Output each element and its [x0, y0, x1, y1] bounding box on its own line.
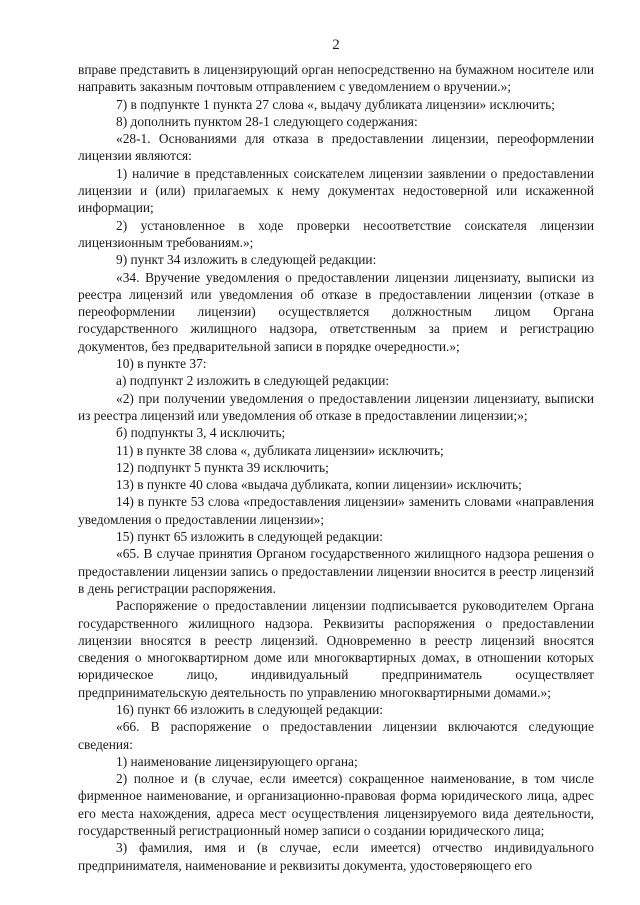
paragraph: «65. В случае принятия Органом государственного жилищного надзора решения о предоставлении лицензии запись о предоставлении лицензии вносится в реестр лицензий в день регистрации распоряжения. — [78, 546, 594, 596]
paragraph: «28-1. Основаниями для отказа в предоставлении лицензии, переоформлении лицензии являются: — [78, 131, 594, 164]
page-number: 2 — [332, 37, 340, 53]
paragraph: «2) при получении уведомления о предоставлении лицензии лицензиату, выписки из реестра лицензий или уведомления об отказе в предоставлении лицензии;»; — [78, 390, 594, 423]
paragraph: 7) в подпункте 1 пункта 27 слова «, выдачу дубликата лицензии» исключить; — [116, 96, 555, 112]
paragraph: 16) пункт 66 изложить в следующей редакции: — [116, 701, 384, 717]
paragraph: 1) наименование лицензирующего органа; — [116, 753, 358, 769]
paragraph: 1) наличие в представленных соискателем лицензии заявлении о предоставлении лицензии и (или) прилагаемых к нему документах недостоверной или искаженной информации; — [78, 165, 594, 216]
paragraph: вправе представить в лицензирующий орган непосредственно на бумажном носителе или направить заказным почтовым отправлением с уведомлением о вручении.»; — [78, 62, 594, 95]
paragraph: 14) в пункте 53 слова «предоставления лицензии» заменить словами «направления уведомления о предоставлении лицензии»; — [78, 494, 594, 527]
paragraph: 11) в пункте 38 слова «, дубликата лицензии» исключить; — [116, 442, 444, 458]
paragraph: «34. Вручение уведомления о предоставлении лицензии лицензиату, выписки из реестра лицензий или уведомления об отказе в предоставлении лицензии (отказе в переоформлении лицензии) осуществляется должностным лицом Органа государственного жилищного надзора, ответственным за прием и регистрацию документов, без предварительной записи в порядке очередности.»; — [78, 269, 594, 354]
paragraph: 3) фамилия, имя и (в случае, если имеется) отчество индивидуального предпринимателя, наименование и реквизиты документа, удостоверяющего его — [78, 840, 594, 873]
paragraph: 2) полное и (в случае, если имеется) сокращенное наименование, в том числе фирменное наименование, и организационно-правовая форма юридического лица, адрес его места нахождения, адреса мест осуществления лицензируемого вида деятельности, государственный регистрационный номер записи о создании юридического лица; — [78, 771, 594, 839]
paragraph: «66. В распоряжение о предоставлении лицензии включаются следующие сведения: — [78, 719, 594, 752]
paragraph: 8) дополнить пунктом 28-1 следующего содержания: — [116, 113, 418, 129]
document-body — [78, 61, 594, 874]
paragraph: а) подпункт 2 изложить в следующей редакции: — [116, 373, 390, 389]
paragraph: 9) пункт 34 изложить в следующей редакции: — [116, 252, 377, 268]
paragraph: 10) в пункте 37: — [116, 356, 207, 372]
document-page — [78, 36, 594, 874]
paragraph: 15) пункт 65 изложить в следующей редакции: — [116, 529, 384, 545]
paragraph: 12) подпункт 5 пункта 39 исключить; — [116, 459, 329, 475]
paragraph: 2) установленное в ходе проверки несоответствие соискателя лицензии лицензионным требованиям.»; — [78, 217, 594, 250]
paragraph: Распоряжение о предоставлении лицензии подписывается руководителем Органа государственного жилищного надзора. Реквизиты распоряжения о предоставлении лицензии вносятся в реестр лицензий. Одновременно в реестр лицензий вносятся сведения о многоквартирном доме или многоквартирных домах, в отношении которых юридическое лицо, индивидуальный предприниматель осуществляет предпринимательскую деятельность по управлению многоквартирными домами.»; — [78, 598, 594, 700]
paragraph: 13) в пункте 40 слова «выдача дубликата, копии лицензии» исключить; — [116, 477, 522, 493]
paragraph: б) подпункты 3, 4 исключить; — [116, 425, 286, 441]
